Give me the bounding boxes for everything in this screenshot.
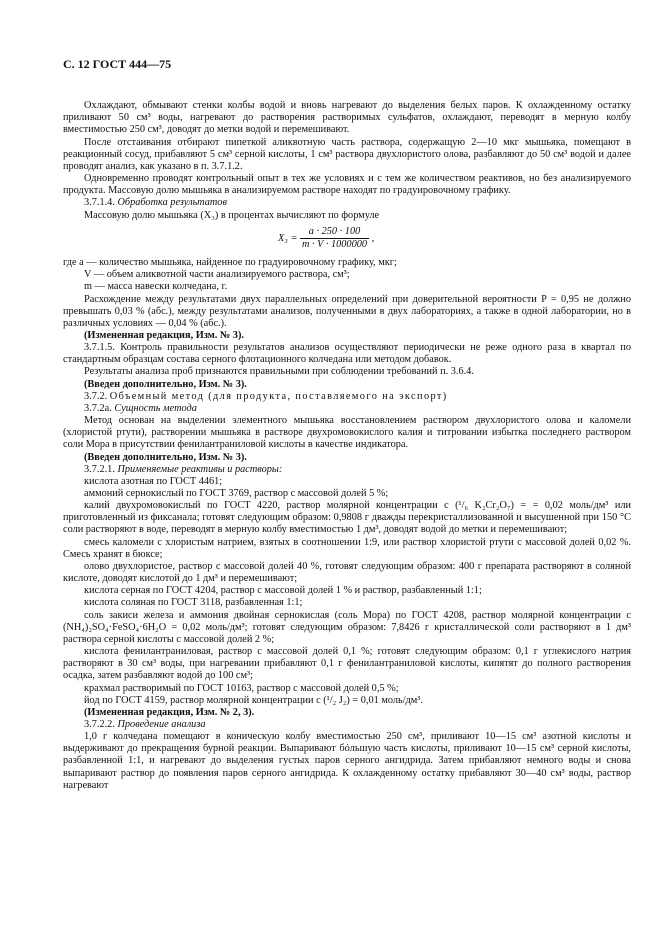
paragraph: После отстаивания отбирают пипеткой аликвотную часть раствора, содержащую 2—10 мкг мышьяка, помещают в реакционный сосуд, прибавляют 5 см³ серной кислоты, 1 см³ раствора двухлористого олова, разбавляют до 50 см³ водой и далее проводят анализ, как указано в п. 3.7.1.2. (63, 136, 631, 172)
paragraph: 3.7.1.5. Контроль правильности результатов анализов осуществляют периодически не реже одного раза в квартал по стандартным образцам состава серного флотационного колчедана или методом добавок. (63, 342, 631, 366)
formula-lhs: X₃ = (278, 232, 298, 244)
section-title: Применяемые реактивы и растворы: (117, 463, 283, 475)
formula-denominator: m · V · 1000000 (301, 238, 368, 250)
formula-tail: , (371, 232, 375, 244)
reagent-item: соль закиси железа и аммония двойная сернокислая (соль Мора) по ГОСТ 4208, раствор молярной концентрации c (NH₄)₂SO₄·FeSO₄·6H₂O = 0,02 моль/дм³; готовят следующим образом: 7,8426 г кристаллической соли растворяют в 1 дм³ раствора серной кислоты с массовой долей 2 %; (63, 609, 631, 645)
section-title: Сущность метода (114, 402, 197, 414)
section-title: Обработка результатов (117, 197, 227, 209)
amendment-note: (Введен дополнительно, Изм. № 3). (84, 451, 247, 463)
reagent-item: кислота азотная по ГОСТ 4461; (84, 475, 223, 487)
formula-numerator: a · 250 · 100 (300, 226, 369, 239)
formula-fraction (300, 226, 369, 251)
section-heading (63, 464, 631, 476)
paragraph: Метод основан на выделении элементного мышьяка восстановлением раствором двухлористого олова и каломели (хлористой ртути), растворении мышьяка в растворе двухромовокислого калия и титровании избытка последнего раствором соли Мора в присутствии фенилантраниловой кислоты в качестве индикатора. (63, 415, 631, 451)
reagent-item: кислота серная по ГОСТ 4204, раствор с массовой долей 1 % и раствор, разбавленный 1:1; (84, 585, 482, 597)
formula (63, 226, 631, 251)
section-number: 3.7.2.1. (84, 463, 115, 475)
page-header: С. 12 ГОСТ 444—75 (63, 57, 172, 71)
paragraph: 1,0 г колчедана помещают в коническую колбу вместимостью 250 см³, приливают 10—15 см³ азотной кислоты и выдерживают до прекращения бурной реакции. Выпаривают бóльшую часть кислоты, приливают 10—15 см³ серной кислоты, разбавленной 1:1, и нагревают до выделения густых паров серного ангидрида. Затем прибавляют немного воды и снова выпаривают раствор до появления паров серного ангидрида. К охлажденному остатку прибавляют 30—40 см³ воды, раствор нагревают (63, 731, 631, 791)
reagent-item: кислота фенилантраниловая, раствор с массовой долей 0,1 %; готовят следующим образом: 0,1 г углекислого натрия растворяют в 30 см³ воды, при нагревании прибавляют 0,1 г фенилантраниловой кислоты, кипятят до полного растворения осадка, затем разбавляют водой до 100 см³; (63, 646, 631, 682)
paragraph: Расхождение между результатами двух параллельных определений при доверительной вероятности P = 0,95 не должно превышать 0,03 % (абс.), между результатами анализов, полученными в двух лабораториях, а также в одной лаборатории, но в различных условиях — 0,04 % (абс.). (63, 293, 631, 329)
section-number: 3.7.2а. (84, 402, 112, 414)
section-number: 3.7.1.4. (84, 197, 115, 209)
reagent-item: крахмал растворимый по ГОСТ 10163, раствор с массовой долей 0,5 %; (84, 682, 399, 694)
paragraph: Одновременно проводят контрольный опыт в тех же условиях и с тем же количеством реактивов, но без анализируемого продукта. Массовую долю мышьяка в анализируемом растворе находят по градуировочному графику. (63, 173, 631, 197)
reagent-item: смесь каломели с хлористым натрием, взятых в соотношении 1:9, или раствор хлористой ртути с массовой долей 0,02 %. Смесь хранят в бюксе; (63, 536, 631, 560)
section-heading (63, 391, 631, 403)
reagent-item: кислота соляная по ГОСТ 3118, разбавленная 1:1; (84, 597, 303, 609)
section-title: Проведение анализа (117, 718, 206, 730)
reagent-item: калий двухромовокислый по ГОСТ 4220, раствор молярной концентрации c (¹/₆ K₂Cr₂O₇) = = 0,02 моль/дм³ или приготовленный из фиксанала; готовят следующим образом: 0,9808 г дважды перекристаллизованной и высушенной при 150 °С соли растворяют в воде, переводят в мерную колбу вместимостью 1 дм³, доводят водой до метки и перемешивают; (63, 500, 631, 536)
where-line: V — объем аликвотной части анализируемого раствора, см³; (84, 269, 350, 281)
paragraph: Результаты анализа проб признаются правильными при соблюдении требований п. 3.6.4. (84, 366, 474, 378)
section-heading (63, 197, 631, 209)
reagent-item: йод по ГОСТ 4159, раствор молярной концентрации c (¹/₂ J₂) = 0,01 моль/дм³. (84, 694, 423, 706)
reagent-item: аммоний сернокислый по ГОСТ 3769, раствор с массовой долей 5 %; (84, 488, 389, 499)
where-line: m — масса навески колчедана, г. (84, 281, 228, 293)
section-title: Объемный метод (для продукта, поставляемого на экспорт) (109, 390, 448, 402)
reagent-item: олово двухлористое, раствор с массовой долей 40 %, готовят следующим образом: 400 г препарата растворяют в соляной кислоте, доводят кислотой до 1 дм³ и перемешивают; (63, 560, 631, 585)
amendment-note: (Введен дополнительно, Изм. № 3). (84, 378, 247, 390)
amendment-note: (Измененная редакция, Изм. № 2, 3). (84, 706, 255, 718)
where-line: где a — количество мышьяка, найденное по градуировочному графику, мкг; (63, 257, 397, 269)
amendment-note: (Измененная редакция, Изм. № 3). (84, 329, 244, 341)
section-number: 3.7.2. (84, 390, 108, 402)
section-number: 3.7.2.2. (84, 718, 115, 730)
section-heading (63, 719, 631, 731)
formula-intro: Массовую долю мышьяка (X₃) в процентах вычисляют по формуле (84, 209, 380, 221)
section-heading (63, 403, 631, 415)
paragraph: Охлаждают, обмывают стенки колбы водой и вновь нагревают до выделения белых паров. К охлажденному остатку приливают 50 см³ воды, нагревают до растворения растворимых сульфатов, охлаждают, переводят в мерную колбу вместимостью 250 см³, доводят до метки водой и перемешивают. (63, 100, 631, 136)
